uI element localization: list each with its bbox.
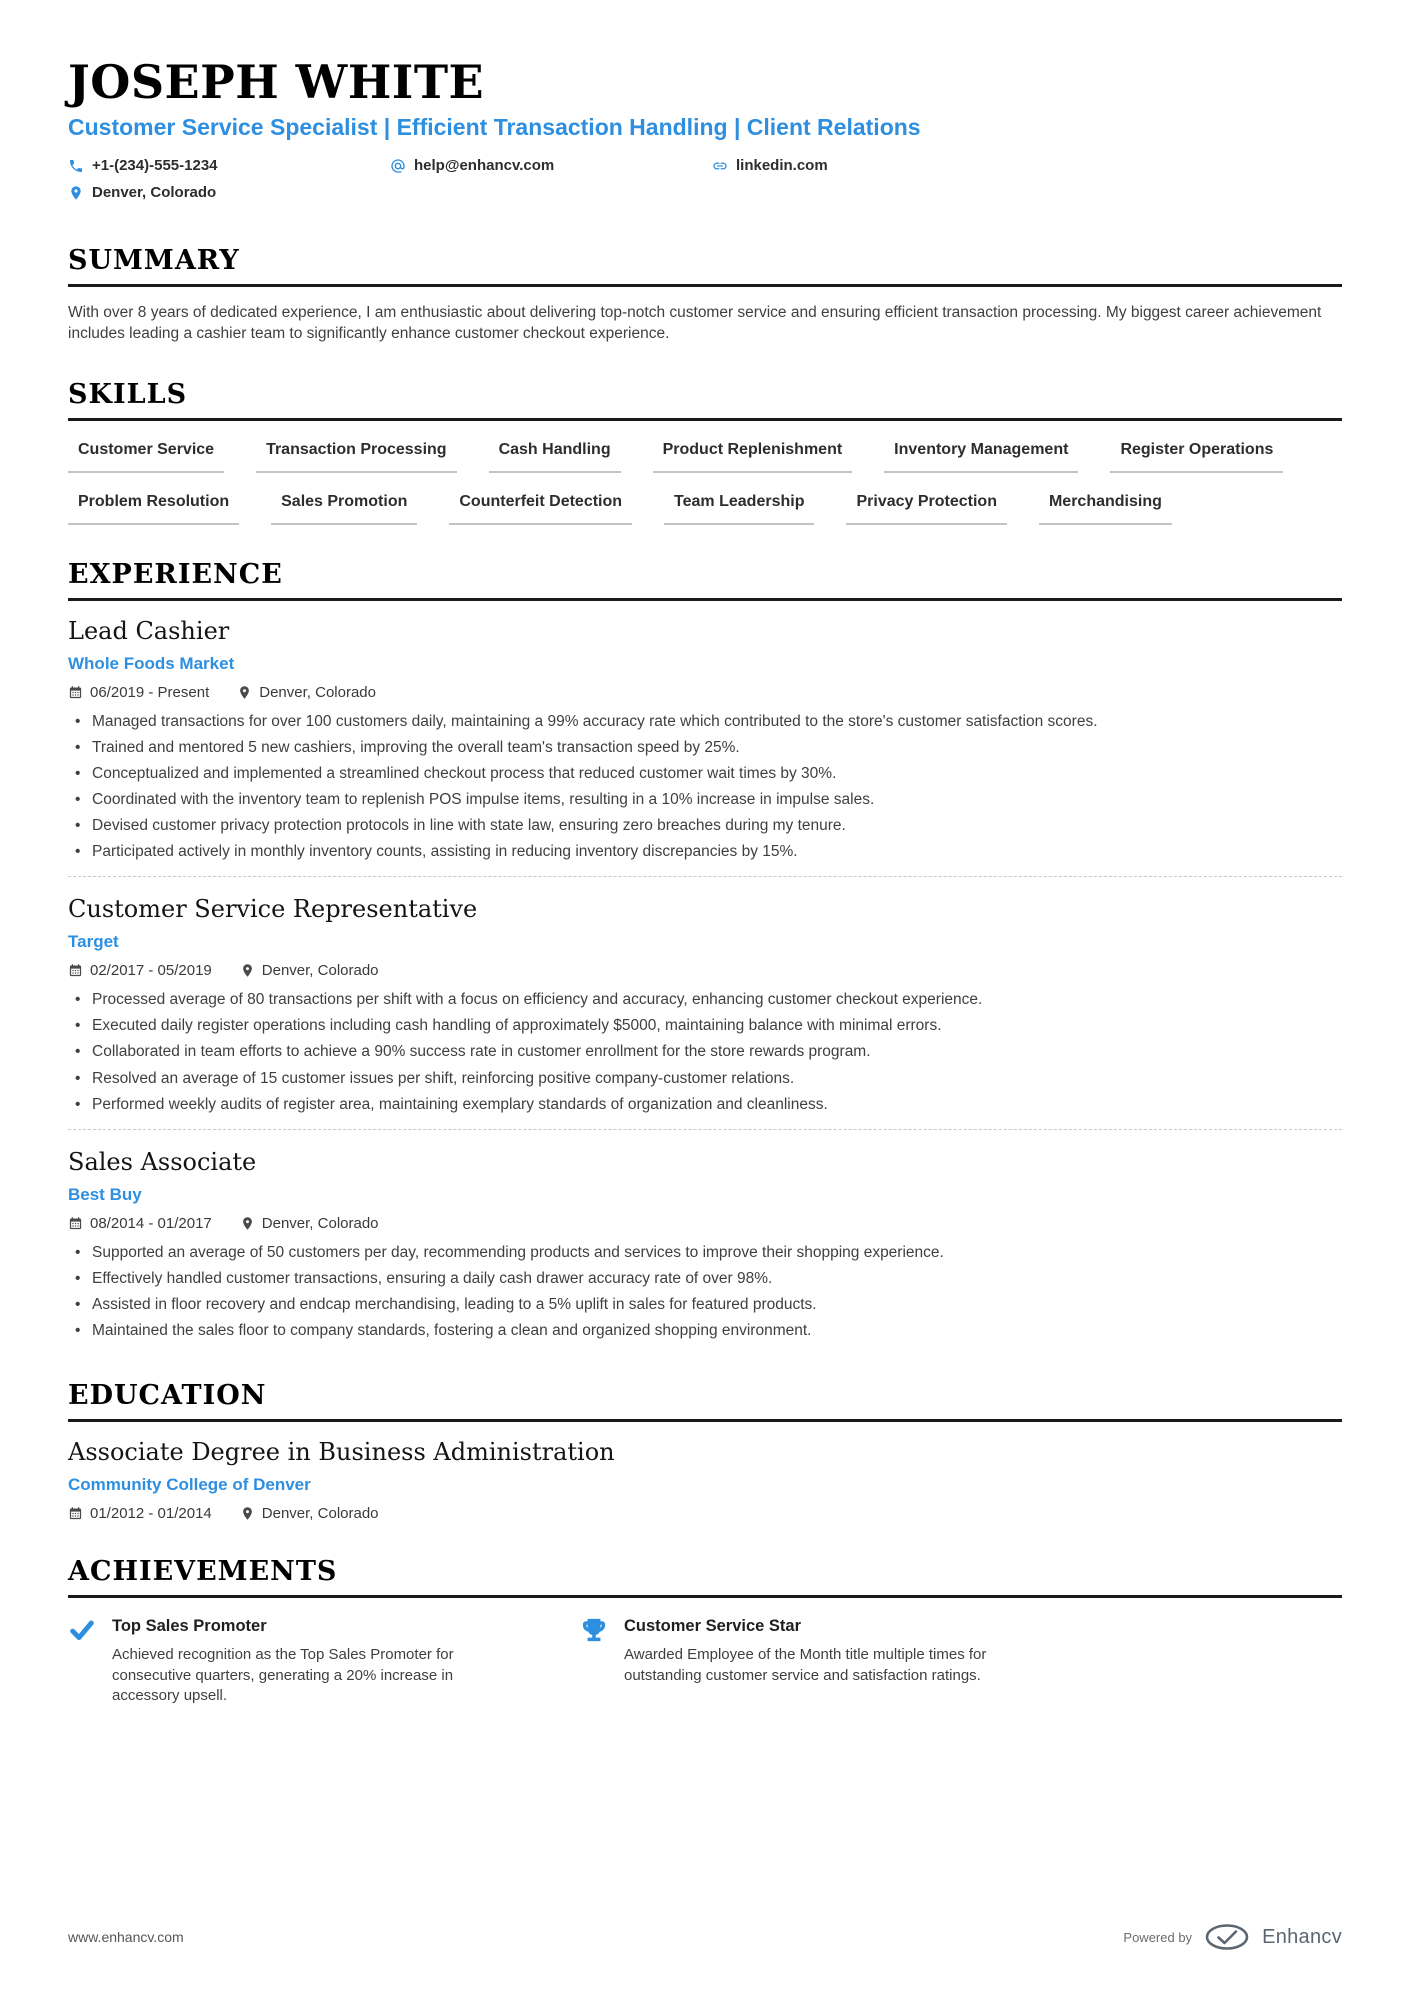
- experience-bullet: • Conceptualized and implemented a streamlined checkout process that reduced customer wait times by 30%.: [68, 763, 1342, 784]
- experience-entry: [68, 895, 1342, 1114]
- company-name: Target: [68, 932, 119, 952]
- link-icon: [712, 158, 728, 174]
- location-pin-icon: [240, 1506, 255, 1521]
- candidate-name: JOSEPH WHITE: [68, 55, 485, 109]
- experience-entry: [68, 617, 1342, 862]
- job-meta: [68, 962, 1342, 979]
- achievements-heading: ACHIEVEMENTS: [68, 1556, 1342, 1598]
- calendar-icon: [68, 685, 83, 700]
- skill-item: Team Leadership: [664, 493, 814, 525]
- education-dates: [68, 1505, 212, 1522]
- checkmark-icon: [68, 1614, 98, 1707]
- experience-bullet: • Maintained the sales floor to company standards, fostering a clean and organized shopping environment.: [68, 1320, 1342, 1341]
- achievement-body: [112, 1614, 524, 1707]
- achievements-grid: [68, 1614, 1342, 1707]
- contact-row-1: [68, 157, 1342, 174]
- skill-item: Transaction Processing: [256, 441, 457, 473]
- email-contact[interactable]: [390, 157, 712, 174]
- company-name: Whole Foods Market: [68, 653, 235, 673]
- phone-text: +1-(234)-555-1234: [92, 157, 218, 175]
- trophy-icon: [580, 1614, 610, 1707]
- achievement-body: [624, 1614, 1036, 1707]
- job-bullet-list: [68, 1242, 1342, 1341]
- summary-section: [68, 245, 1342, 345]
- experience-bullet: • Coordinated with the inventory team to replenish POS impulse items, resulting in a 10% increase in impulse sales.: [68, 789, 1342, 810]
- website-link[interactable]: www.enhancv.com: [68, 1929, 184, 1945]
- skills-list: [68, 441, 1342, 525]
- job-location: [240, 962, 379, 979]
- linkedin-contact[interactable]: [712, 157, 1034, 174]
- powered-by-label: Powered by: [1123, 1929, 1193, 1945]
- page-footer: [68, 1899, 1342, 1951]
- location-pin-icon: [68, 185, 84, 201]
- skills-section: [68, 379, 1342, 525]
- achievement-item: [580, 1614, 1092, 1707]
- education-heading: EDUCATION: [68, 1380, 1342, 1422]
- job-title: Lead Cashier: [68, 616, 230, 645]
- skills-heading: SKILLS: [68, 379, 1342, 421]
- calendar-icon: [68, 963, 83, 978]
- entry-divider: [68, 1129, 1342, 1130]
- skill-item: Cash Handling: [489, 441, 621, 473]
- location-contact: [68, 184, 390, 201]
- experience-bullet: • Devised customer privacy protection protocols in line with state law, ensuring zero breaches during my tenure.: [68, 815, 1342, 836]
- location-pin-icon: [240, 963, 255, 978]
- job-bullet-list: [68, 989, 1342, 1114]
- location-pin-icon: [240, 1216, 255, 1231]
- skill-item: Problem Resolution: [68, 493, 239, 525]
- achievement-item: [68, 1614, 580, 1707]
- skill-item: Sales Promotion: [271, 493, 417, 525]
- job-title: Sales Associate: [68, 1147, 257, 1176]
- skill-item: Register Operations: [1110, 441, 1283, 473]
- location-text: Denver, Colorado: [92, 184, 217, 202]
- experience-section: [68, 559, 1342, 1346]
- job-dates: [68, 1215, 212, 1232]
- resume-header: [68, 55, 1342, 211]
- experience-bullet: • Participated actively in monthly inventory counts, assisting in reducing inventory discrepancies by 15%.: [68, 841, 1342, 862]
- at-sign-icon: [390, 158, 406, 174]
- calendar-icon: [68, 1506, 83, 1521]
- job-dates: [68, 962, 212, 979]
- job-bullet-list: [68, 711, 1342, 862]
- contact-row-2: [68, 184, 1342, 201]
- job-location: [237, 684, 376, 701]
- education-dates-text: 01/2012 - 01/2014: [90, 1505, 212, 1522]
- summary-heading: SUMMARY: [68, 245, 1342, 287]
- phone-icon: [68, 158, 84, 174]
- achievements-section: [68, 1556, 1342, 1707]
- school-name: Community College of Denver: [68, 1475, 311, 1494]
- experience-bullet: • Collaborated in team efforts to achieve a 90% success rate in customer enrollment for the store rewards program.: [68, 1041, 1342, 1062]
- job-title: Customer Service Representative: [68, 895, 478, 924]
- job-location-text: Denver, Colorado: [261, 962, 379, 980]
- company-name: Best Buy: [68, 1184, 142, 1204]
- job-location-text: Denver, Colorado: [259, 683, 376, 701]
- experience-bullet: • Executed daily register operations including cash handling of approximately $5000, maintaining balance with minimal errors.: [68, 1015, 1342, 1036]
- entry-divider: [68, 876, 1342, 877]
- job-dates-text: 02/2017 - 05/2019: [90, 962, 212, 980]
- powered-by: [1123, 1923, 1342, 1951]
- education-entry: [68, 1438, 1342, 1522]
- achievement-title: Top Sales Promoter: [112, 1617, 267, 1635]
- job-location-text: Denver, Colorado: [261, 1214, 379, 1232]
- degree-title: Associate Degree in Business Administration: [68, 1438, 615, 1466]
- calendar-icon: [68, 1216, 83, 1231]
- achievement-title: Customer Service Star: [624, 1617, 801, 1635]
- job-dates-text: 06/2019 - Present: [90, 683, 210, 701]
- education-location-text: Denver, Colorado: [261, 1505, 379, 1522]
- enhancv-brand-text: Enhancv: [1262, 1925, 1342, 1948]
- experience-heading: EXPERIENCE: [68, 559, 1342, 601]
- candidate-headline: Customer Service Specialist | Efficient Transaction Handling | Client Relations: [68, 114, 921, 141]
- experience-bullet: • Trained and mentored 5 new cashiers, improving the overall team's transaction speed by 25%.: [68, 737, 1342, 758]
- skill-item: Counterfeit Detection: [449, 493, 632, 525]
- email-text: help@enhancv.com: [414, 157, 555, 175]
- summary-text: With over 8 years of dedicated experience, I am enthusiastic about delivering top-notch customer service and ensuring efficient transaction processing. My biggest career achievement includes leading a cashier team to significantly enhance customer checkout experience.: [68, 304, 1322, 343]
- experience-entry: [68, 1148, 1342, 1341]
- experience-bullet: • Managed transactions for over 100 customers daily, maintaining a 99% accuracy rate which contributed to the store's customer satisfaction scores.: [68, 711, 1342, 732]
- job-meta: [68, 684, 1342, 701]
- experience-bullet: • Supported an average of 50 customers per day, recommending products and services to improve their shopping experience.: [68, 1242, 1342, 1263]
- experience-bullet: • Performed weekly audits of register area, maintaining exemplary standards of organization and cleanliness.: [68, 1094, 1342, 1115]
- job-dates: [68, 684, 209, 701]
- skill-item: Customer Service: [68, 441, 224, 473]
- education-location: [240, 1505, 379, 1522]
- job-meta: [68, 1215, 1342, 1232]
- phone-contact[interactable]: [68, 157, 390, 174]
- skill-item: Product Replenishment: [653, 441, 853, 473]
- experience-bullet: • Effectively handled customer transactions, ensuring a daily cash drawer accuracy rate of over 98%.: [68, 1268, 1342, 1289]
- skill-item: Inventory Management: [884, 441, 1078, 473]
- experience-bullet: • Processed average of 80 transactions per shift with a focus on efficiency and accuracy, enhancing customer checkout experience.: [68, 989, 1342, 1010]
- skill-item: Merchandising: [1039, 493, 1172, 525]
- education-section: [68, 1380, 1342, 1522]
- experience-bullet: • Assisted in floor recovery and endcap merchandising, leading to a 5% uplift in sales for featured products.: [68, 1294, 1342, 1315]
- job-dates-text: 08/2014 - 01/2017: [90, 1214, 212, 1232]
- skill-item: Privacy Protection: [846, 493, 1007, 525]
- job-location: [240, 1215, 379, 1232]
- education-meta: [68, 1505, 1342, 1522]
- achievement-text: Achieved recognition as the Top Sales Promoter for consecutive quarters, generating a 20% increase in accessory upsell.: [112, 1646, 454, 1705]
- experience-bullet: • Resolved an average of 15 customer issues per shift, reinforcing positive company-customer relations.: [68, 1068, 1342, 1089]
- location-pin-icon: [237, 685, 252, 700]
- achievement-text: Awarded Employee of the Month title multiple times for outstanding customer service and satisfaction ratings.: [624, 1646, 987, 1684]
- enhancv-logo-icon: [1204, 1923, 1250, 1951]
- linkedin-text: linkedin.com: [736, 157, 828, 175]
